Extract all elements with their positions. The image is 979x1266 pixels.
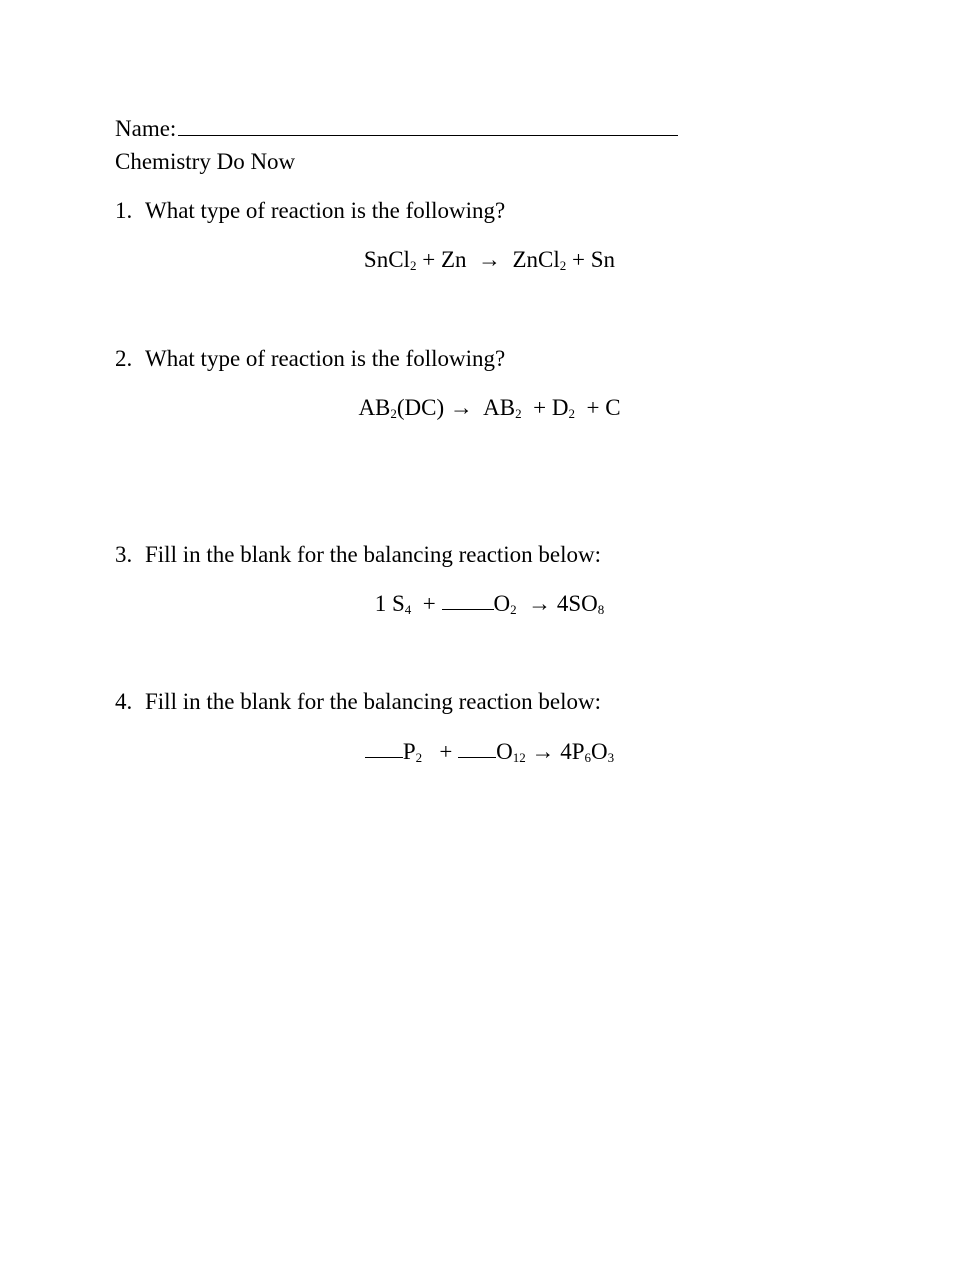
subscript: 8 [597,602,605,617]
coefficient-blank[interactable] [365,737,403,758]
reactant-2: O [493,591,511,616]
reactant-1: AB [358,395,391,420]
product-1: 4P [560,739,585,764]
question-number: 4. [115,689,133,714]
reactant-1: 1 S [374,591,405,616]
subscript: 2 [559,258,567,273]
plus-sign: + [521,395,552,420]
plus-sign: + [574,395,606,420]
equation-1 [0,245,979,275]
subscript: 2 [415,750,423,765]
question-2 [115,344,505,374]
product-2: Sn [590,247,616,272]
product-1: 4SO [556,591,598,616]
question-4 [115,687,601,717]
subscript: 2 [510,602,517,617]
plus-sign: + [422,739,459,764]
equation-3 [0,589,979,619]
coefficient-blank[interactable] [458,737,496,758]
subscript: 12 [512,750,526,765]
equation-2 [0,393,979,423]
plus-sign: + [411,591,442,616]
product-3: C [605,395,621,420]
question-number: 3. [115,542,133,567]
product-1-part: O [591,739,608,764]
subscript: 4 [404,602,412,617]
subscript: 3 [607,750,615,765]
reactant-1: SnCl [363,247,410,272]
subscript: 2 [409,258,417,273]
plus-sign: + [416,247,441,272]
name-blank-line[interactable] [178,134,678,136]
name-field-row [115,114,678,144]
worksheet-title: Chemistry Do Now [115,149,296,174]
question-text: Fill in the blank for the balancing reaction below: [145,689,602,714]
reaction-arrow: → [444,395,484,420]
reactant-1-group: (DC) [396,395,445,420]
question-1 [115,196,505,226]
subscript: 2 [515,406,522,421]
reaction-arrow: → [525,739,561,764]
subscript: 2 [568,406,575,421]
question-3 [115,540,601,570]
reactant-2: O [496,739,513,764]
plus-sign: + [566,247,591,272]
question-text: What type of reaction is the following? [145,346,506,371]
product-1: AB [483,395,516,420]
product-2: D [551,395,569,420]
equation-4 [0,737,979,767]
reactant-1: P [402,739,416,764]
question-number: 2. [115,346,133,371]
product-1: ZnCl [512,247,560,272]
reaction-arrow: → [516,591,557,616]
question-text: What type of reaction is the following? [145,198,506,223]
subscript: 2 [390,406,397,421]
question-number: 1. [115,198,133,223]
coefficient-blank[interactable] [442,589,494,610]
reaction-arrow: → [466,247,513,272]
name-label: Name: [115,116,177,141]
question-text: Fill in the blank for the balancing reaction below: [145,542,602,567]
subscript: 6 [584,750,592,765]
reactant-2: Zn [440,247,467,272]
